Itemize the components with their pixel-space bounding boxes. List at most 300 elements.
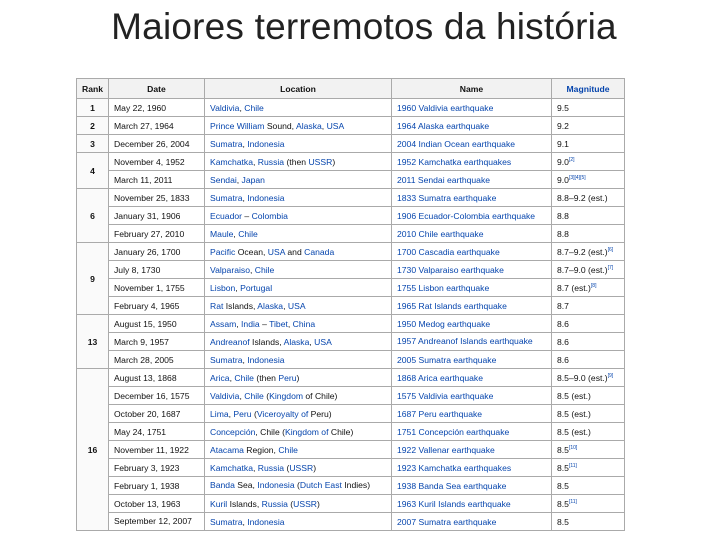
magnitude-cell — [552, 477, 625, 495]
date-cell: January 31, 1906 — [109, 207, 205, 225]
table-row — [77, 441, 625, 459]
location-text: , — [321, 120, 327, 131]
date-cell: November 11, 1922 — [109, 441, 205, 459]
earthquake-link[interactable]: 1687 Peru earthquake — [397, 408, 483, 419]
name-cell — [392, 513, 552, 531]
magnitude-value: 8.8 — [557, 228, 569, 239]
location-cell — [205, 153, 392, 171]
table-row — [77, 423, 625, 441]
location-cell — [205, 117, 392, 135]
location-link[interactable]: Russia — [257, 156, 285, 167]
name-cell — [392, 153, 552, 171]
name-cell — [392, 189, 552, 207]
location-link[interactable]: Kuril — [210, 498, 228, 509]
earthquake-link[interactable]: 1755 Lisbon earthquake — [397, 282, 490, 293]
location-link[interactable]: Andreanof — [210, 336, 250, 347]
location-link[interactable]: Lisbon — [210, 282, 236, 293]
date-cell: December 16, 1575 — [109, 387, 205, 405]
date-cell: May 24, 1751 — [109, 423, 205, 441]
name-cell — [392, 225, 552, 243]
reference-link[interactable]: [2] — [568, 156, 575, 163]
magnitude-cell — [552, 171, 625, 189]
magnitude-cell — [552, 225, 625, 243]
location-text: (then — [284, 156, 309, 167]
rank-cell: 9 — [77, 243, 109, 315]
name-cell — [392, 369, 552, 387]
location-text: , — [242, 516, 248, 527]
location-link[interactable]: Arica — [210, 372, 230, 383]
page-title: Maiores terremotos da história — [111, 6, 617, 47]
location-link[interactable]: Chile — [254, 264, 275, 275]
location-link[interactable]: Chile — [278, 444, 298, 455]
location-link[interactable]: Alaska — [257, 300, 284, 311]
name-cell — [392, 459, 552, 477]
magnitude-value: 8.7–9.0 (est.) — [557, 264, 608, 275]
location-link[interactable]: Portugal — [240, 282, 273, 293]
table-row — [77, 333, 625, 351]
location-cell — [205, 477, 392, 495]
location-link[interactable]: Indonesia — [247, 192, 285, 203]
name-cell — [392, 135, 552, 153]
magnitude-value: 8.8–9.2 (est.) — [557, 192, 608, 203]
name-cell — [392, 477, 552, 495]
earthquake-link[interactable]: 1575 Valdivia earthquake — [397, 390, 494, 401]
location-text: , — [242, 138, 248, 149]
name-cell — [392, 333, 552, 351]
name-cell — [392, 99, 552, 117]
magnitude-cell — [552, 513, 625, 531]
location-cell — [205, 207, 392, 225]
name-cell — [392, 441, 552, 459]
date-cell: March 28, 2005 — [109, 351, 205, 369]
location-link[interactable]: Sumatra — [210, 192, 243, 203]
magnitude-value: 8.8 — [557, 210, 569, 221]
location-link[interactable]: Sumatra — [210, 138, 243, 149]
magnitude-value: 8.5 — [557, 498, 569, 509]
reference-link[interactable]: [11] — [568, 462, 577, 469]
rank-cell: 2 — [77, 117, 109, 135]
location-text: , — [235, 282, 241, 293]
name-cell — [392, 297, 552, 315]
location-text: , — [239, 102, 245, 113]
location-text: , — [236, 318, 242, 329]
magnitude-cell — [552, 261, 625, 279]
magnitude-cell — [552, 387, 625, 405]
magnitude-value: 8.5 (est.) — [557, 426, 591, 437]
earthquake-link[interactable]: 2005 Sumatra earthquake — [397, 354, 497, 365]
location-cell — [205, 297, 392, 315]
location-link[interactable]: USA — [267, 246, 285, 257]
location-text: ) — [296, 372, 300, 383]
date-cell: March 9, 1957 — [109, 333, 205, 351]
location-text: , — [253, 462, 258, 473]
earthquake-link[interactable]: 1906 Ecuador-Colombia earthquake — [397, 210, 536, 221]
location-cell — [205, 351, 392, 369]
earthquake-table-container — [76, 78, 624, 531]
location-link[interactable]: Concepción — [210, 426, 256, 437]
location-cell — [205, 513, 392, 531]
header-location[interactable]: Location — [205, 79, 392, 99]
date-cell: March 11, 2011 — [109, 171, 205, 189]
location-text: ( — [284, 462, 290, 473]
table-row — [77, 117, 625, 135]
location-text: Chile) — [328, 426, 354, 437]
location-link[interactable]: USSR — [293, 498, 318, 509]
name-cell — [392, 495, 552, 513]
location-cell — [205, 441, 392, 459]
magnitude-value: 8.6 — [557, 354, 569, 365]
table-row — [77, 135, 625, 153]
name-cell — [392, 207, 552, 225]
earthquake-table — [76, 78, 625, 531]
magnitude-cell — [552, 243, 625, 261]
table-body — [77, 99, 625, 531]
date-cell: October 20, 1687 — [109, 405, 205, 423]
table-row — [77, 171, 625, 189]
location-text: ( — [294, 480, 300, 490]
magnitude-value: 8.7 (est.) — [557, 282, 591, 293]
location-text: Sound, — [264, 120, 296, 131]
location-link[interactable]: Japan — [241, 174, 265, 185]
magnitude-cell — [552, 315, 625, 333]
location-text: , — [249, 264, 255, 275]
earthquake-link[interactable]: 1964 Alaska earthquake — [397, 120, 490, 131]
earthquake-link[interactable]: 1957 Andreanof Islands earthquake — [397, 336, 533, 346]
location-link[interactable]: China — [292, 318, 316, 329]
location-cell — [205, 369, 392, 387]
location-link[interactable]: Russia — [257, 462, 285, 473]
location-text: Sea, — [234, 480, 258, 490]
earthquake-link[interactable]: 1938 Banda Sea earthquake — [397, 480, 507, 491]
location-link[interactable]: Pacific — [210, 246, 236, 257]
date-cell: December 26, 2004 — [109, 135, 205, 153]
location-text: Region, — [243, 444, 279, 455]
magnitude-value: 9.1 — [557, 138, 569, 149]
location-link[interactable]: USSR — [289, 462, 314, 473]
reference-link[interactable]: [8] — [590, 282, 597, 289]
location-link[interactable]: Chile — [244, 102, 264, 113]
reference-link[interactable]: [6] — [607, 246, 614, 253]
location-link[interactable]: Prince William — [210, 120, 265, 131]
rank-cell: 4 — [77, 153, 109, 189]
location-link[interactable]: Kamchatka — [210, 156, 253, 167]
location-text: Islands, — [249, 336, 284, 347]
magnitude-cell — [552, 459, 625, 477]
date-cell: November 4, 1952 — [109, 153, 205, 171]
location-text: , — [287, 318, 293, 329]
location-cell — [205, 459, 392, 477]
rank-cell: 16 — [77, 369, 109, 531]
reference-link[interactable]: [11] — [568, 498, 577, 505]
magnitude-cell — [552, 117, 625, 135]
location-link[interactable]: Chile — [238, 228, 258, 239]
location-cell — [205, 189, 392, 207]
location-link[interactable]: Chile — [244, 390, 264, 401]
table-row — [77, 387, 625, 405]
table-row — [77, 405, 625, 423]
table-row — [77, 351, 625, 369]
name-cell — [392, 117, 552, 135]
name-cell — [392, 261, 552, 279]
location-text: , — [239, 390, 245, 401]
table-row — [77, 225, 625, 243]
magnitude-value: 8.5–9.0 (est.) — [557, 372, 608, 383]
date-cell: August 15, 1950 — [109, 315, 205, 333]
date-cell: August 13, 1868 — [109, 369, 205, 387]
table-row — [77, 279, 625, 297]
earthquake-link[interactable]: 1751 Concepción earthquake — [397, 426, 510, 437]
location-link[interactable]: Sumatra — [210, 354, 243, 365]
magnitude-cell — [552, 441, 625, 459]
reference-link[interactable]: [3][4][5] — [568, 174, 586, 181]
rank-cell: 3 — [77, 135, 109, 153]
location-link[interactable]: USSR — [308, 156, 333, 167]
location-text: Islands, — [227, 498, 262, 509]
location-text: Ocean, — [235, 246, 268, 257]
location-text: , — [253, 156, 258, 167]
date-cell: February 1, 1938 — [109, 477, 205, 495]
location-link[interactable]: Rat — [210, 300, 224, 311]
earthquake-link[interactable]: 2007 Sumatra earthquake — [397, 516, 497, 527]
reference-link[interactable]: [10] — [568, 444, 578, 451]
date-cell: September 12, 2007 — [109, 513, 205, 531]
magnitude-cell — [552, 495, 625, 513]
location-text: , — [233, 228, 239, 239]
location-text: – — [242, 210, 252, 221]
magnitude-value: 8.5 — [557, 462, 569, 473]
date-cell: May 22, 1960 — [109, 99, 205, 117]
table-row — [77, 369, 625, 387]
location-link[interactable]: Peru — [278, 372, 297, 383]
location-cell — [205, 405, 392, 423]
magnitude-cell — [552, 189, 625, 207]
location-text: , — [229, 372, 235, 383]
location-cell — [205, 387, 392, 405]
location-link[interactable]: Kamchatka — [210, 462, 253, 473]
magnitude-cell — [552, 207, 625, 225]
name-cell — [392, 315, 552, 333]
magnitude-value: 9.5 — [557, 102, 569, 113]
location-text: , — [242, 192, 248, 203]
location-cell — [205, 333, 392, 351]
location-link[interactable]: Valdivia — [210, 390, 240, 401]
location-text: – — [259, 318, 270, 329]
name-cell — [392, 171, 552, 189]
location-link[interactable]: Alaska — [295, 120, 322, 131]
magnitude-value: 8.5 (est.) — [557, 408, 591, 419]
earthquake-link[interactable]: 1700 Cascadia earthquake — [397, 246, 500, 257]
location-link[interactable]: Indonesia — [247, 354, 285, 365]
location-link[interactable]: Indonesia — [257, 480, 295, 490]
location-link[interactable]: Kingdom — [269, 390, 304, 401]
header-date[interactable]: Date — [109, 79, 205, 99]
name-cell — [392, 243, 552, 261]
header-magnitude[interactable]: Magnitude — [552, 79, 625, 99]
magnitude-value: 9.0 — [557, 156, 569, 167]
date-cell: October 13, 1963 — [109, 495, 205, 513]
earthquake-link[interactable]: 1952 Kamchatka earthquakes — [397, 156, 512, 167]
earthquake-link[interactable]: 1963 Kuril Islands earthquake — [397, 498, 511, 509]
earthquake-link[interactable]: 1868 Arica earthquake — [397, 372, 484, 383]
rank-cell: 1 — [77, 99, 109, 117]
magnitude-value: 8.5 — [557, 516, 569, 527]
magnitude-value: 8.5 — [557, 444, 569, 455]
table-row — [77, 315, 625, 333]
earthquake-link[interactable]: 2004 Indian Ocean earthquake — [397, 138, 516, 149]
location-link[interactable]: Valparaiso — [210, 264, 250, 275]
location-link[interactable]: USA — [287, 300, 306, 311]
location-cell — [205, 495, 392, 513]
name-cell — [392, 387, 552, 405]
location-link[interactable]: USA — [326, 120, 345, 131]
magnitude-value: 8.5 — [557, 480, 569, 491]
location-text: (then — [253, 372, 279, 383]
location-cell — [205, 261, 392, 279]
date-cell: February 3, 1923 — [109, 459, 205, 477]
location-text: ) — [313, 462, 317, 473]
table-row — [77, 189, 625, 207]
earthquake-link[interactable]: 1950 Medog earthquake — [397, 318, 491, 329]
date-cell: March 27, 1964 — [109, 117, 205, 135]
location-cell — [205, 135, 392, 153]
earthquake-link[interactable]: 2011 Sendai earthquake — [397, 174, 491, 185]
location-link[interactable]: Lima — [210, 408, 229, 419]
magnitude-cell — [552, 423, 625, 441]
table-row — [77, 495, 625, 513]
table-row — [77, 153, 625, 171]
magnitude-cell — [552, 297, 625, 315]
earthquake-link[interactable]: 1730 Valparaiso earthquake — [397, 264, 504, 275]
location-link[interactable]: Banda — [210, 480, 235, 490]
reference-link[interactable]: [9] — [607, 372, 614, 379]
location-cell — [205, 171, 392, 189]
date-cell: January 26, 1700 — [109, 243, 205, 261]
location-link[interactable]: Chile — [234, 372, 254, 383]
magnitude-cell — [552, 405, 625, 423]
earthquake-link[interactable]: 1922 Vallenar earthquake — [397, 444, 495, 455]
location-link[interactable]: Russia — [261, 498, 288, 509]
table-row — [77, 261, 625, 279]
name-cell — [392, 279, 552, 297]
location-link[interactable]: India — [241, 318, 260, 329]
location-link[interactable]: Kingdom of — [285, 426, 329, 437]
location-link[interactable]: Sendai — [210, 174, 237, 185]
location-link[interactable]: Indonesia — [247, 138, 285, 149]
location-text: ) — [317, 498, 320, 509]
location-text: ( — [251, 408, 257, 419]
location-text: , — [309, 336, 315, 347]
location-link[interactable]: Maule — [210, 228, 234, 239]
location-text: ( — [263, 390, 270, 401]
earthquake-link[interactable]: 1923 Kamchatka earthquakes — [397, 462, 512, 473]
table-row — [77, 99, 625, 117]
magnitude-cell — [552, 279, 625, 297]
location-cell — [205, 99, 392, 117]
location-link[interactable]: USA — [314, 336, 332, 347]
table-row — [77, 459, 625, 477]
location-cell — [205, 279, 392, 297]
location-link[interactable]: Colombia — [251, 210, 288, 221]
magnitude-cell — [552, 351, 625, 369]
name-cell — [392, 351, 552, 369]
magnitude-cell — [552, 333, 625, 351]
reference-link[interactable]: [7] — [607, 264, 614, 271]
earthquake-link[interactable]: 1833 Sumatra earthquake — [397, 192, 497, 203]
magnitude-value: 8.7 — [557, 300, 569, 311]
magnitude-cell — [552, 369, 625, 387]
earthquake-link[interactable]: 1960 Valdivia earthquake — [397, 102, 494, 113]
location-link[interactable]: Alaska — [283, 336, 310, 347]
location-cell — [205, 315, 392, 333]
magnitude-value: 8.6 — [557, 318, 569, 329]
date-cell: February 4, 1965 — [109, 297, 205, 315]
location-text: Islands, — [223, 300, 258, 311]
date-cell: July 8, 1730 — [109, 261, 205, 279]
magnitude-cell — [552, 99, 625, 117]
magnitude-cell — [552, 153, 625, 171]
earthquake-link[interactable]: 1965 Rat Islands earthquake — [397, 300, 507, 311]
location-link[interactable]: Sumatra — [210, 516, 243, 527]
table-row — [77, 207, 625, 225]
name-cell — [392, 405, 552, 423]
location-text: , Chile ( — [255, 426, 285, 437]
location-link[interactable]: Indonesia — [247, 516, 285, 527]
magnitude-cell — [552, 135, 625, 153]
location-text: , — [228, 408, 234, 419]
rank-cell: 13 — [77, 315, 109, 369]
location-text: and — [285, 246, 305, 257]
magnitude-value: 8.7–9.2 (est.) — [557, 246, 608, 257]
location-link[interactable]: Atacama — [210, 444, 244, 455]
location-text: Indies) — [341, 480, 371, 490]
location-link[interactable]: Assam — [210, 318, 237, 329]
location-text: , — [242, 354, 248, 365]
location-link[interactable]: Dutch East — [299, 480, 342, 490]
table-row — [77, 243, 625, 261]
magnitude-value: 9.2 — [557, 120, 569, 131]
location-link[interactable]: Ecuador — [210, 210, 243, 221]
date-cell: November 1, 1755 — [109, 279, 205, 297]
table-row — [77, 513, 625, 531]
earthquake-link[interactable]: 2010 Chile earthquake — [397, 228, 484, 239]
location-text: , — [236, 174, 242, 185]
header-rank[interactable]: Rank — [77, 79, 109, 99]
magnitude-value: 8.6 — [557, 336, 569, 347]
date-cell: November 25, 1833 — [109, 189, 205, 207]
date-cell: February 27, 2010 — [109, 225, 205, 243]
header-name[interactable]: Name — [392, 79, 552, 99]
magnitude-value: 8.5 (est.) — [557, 390, 591, 401]
location-link[interactable]: Tibet — [269, 318, 288, 329]
location-link[interactable]: Viceroyalty of — [256, 408, 309, 419]
rank-cell: 6 — [77, 189, 109, 243]
location-text: Peru) — [308, 408, 332, 419]
table-row — [77, 297, 625, 315]
location-text: ( — [287, 498, 294, 509]
location-text: ) — [332, 156, 336, 167]
magnitude-value: 9.0 — [557, 174, 569, 185]
table-header-row — [77, 79, 625, 99]
location-link[interactable]: Peru — [233, 408, 252, 419]
location-cell — [205, 243, 392, 261]
location-cell — [205, 423, 392, 441]
location-text: of Chile) — [303, 390, 338, 401]
table-row — [77, 477, 625, 495]
location-link[interactable]: Valdivia — [210, 102, 240, 113]
location-link[interactable]: Canada — [304, 246, 335, 257]
location-cell — [205, 225, 392, 243]
name-cell — [392, 423, 552, 441]
